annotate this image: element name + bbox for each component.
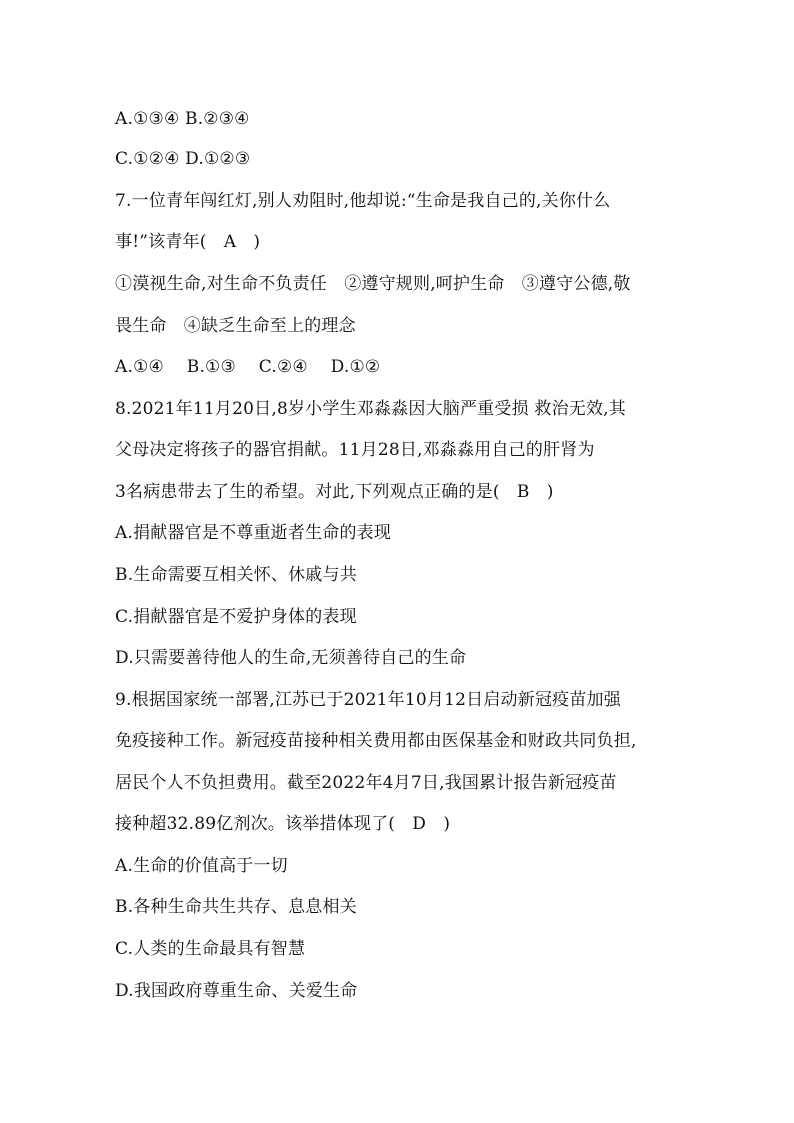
- q9-stem-line-2: 免疫接种工作。新冠疫苗接种相关费用都由医保基金和财政共同负担,: [115, 731, 637, 751]
- q6-options-ab: A.①③④ B.②③④: [115, 109, 250, 129]
- q9-option-b: B.各种生命共生共存、息息相关: [115, 897, 357, 917]
- q9-stem-line-4: 接种超32.89亿剂次。该举措体现了( D ): [115, 814, 451, 834]
- q9-stem-line-3: 居民个人不负担费用。截至2022年4月7日,我国累计报告新冠疫苗: [115, 773, 617, 793]
- q8-option-c: C.捐献器官是不爱护身体的表现: [115, 607, 357, 627]
- q8-stem-line-2: 父母决定将孩子的器官捐献。11月28日,邓淼淼用自己的肝肾为: [115, 440, 595, 460]
- q9-stem-line-1: 9.根据国家统一部署,江苏已于2021年10月12日启动新冠疫苗加强: [115, 690, 621, 710]
- q8-stem-line-3: 3名病患带去了生的希望。对此,下列观点正确的是( B ): [115, 482, 554, 502]
- q7-stem-line-1: 7.一位青年闯红灯,别人劝阻时,他却说:“生命是我自己的,关你什么: [115, 191, 611, 211]
- q9-option-c: C.人类的生命最具有智慧: [115, 939, 306, 959]
- q8-option-a: A.捐献器官是不尊重逝者生命的表现: [115, 523, 392, 543]
- q7-options: A.①④ B.①③ C.②④ D.①②: [115, 357, 381, 377]
- q8-option-d: D.只需要善待他人的生命,无须善待自己的生命: [115, 648, 467, 668]
- q7-stem-line-2: 事!”该青年( A ): [115, 232, 261, 252]
- q8-stem-line-1: 8.2021年11月20日,8岁小学生邓淼淼因大脑严重受损 救治无效,其: [115, 399, 626, 419]
- q7-statements-line-1: ①漠视生命,对生命不负责任 ②遵守规则,呵护生命 ③遵守公德,敬: [115, 274, 631, 294]
- q9-option-a: A.生命的价值高于一切: [115, 856, 288, 876]
- q8-option-b: B.生命需要互相关怀、休戚与共: [115, 565, 357, 585]
- q7-statements-line-2: 畏生命 ④缺乏生命至上的理念: [115, 316, 356, 336]
- q6-options-cd: C.①②④ D.①②③: [115, 149, 251, 169]
- q9-option-d: D.我国政府尊重生命、关爱生命: [115, 981, 358, 1001]
